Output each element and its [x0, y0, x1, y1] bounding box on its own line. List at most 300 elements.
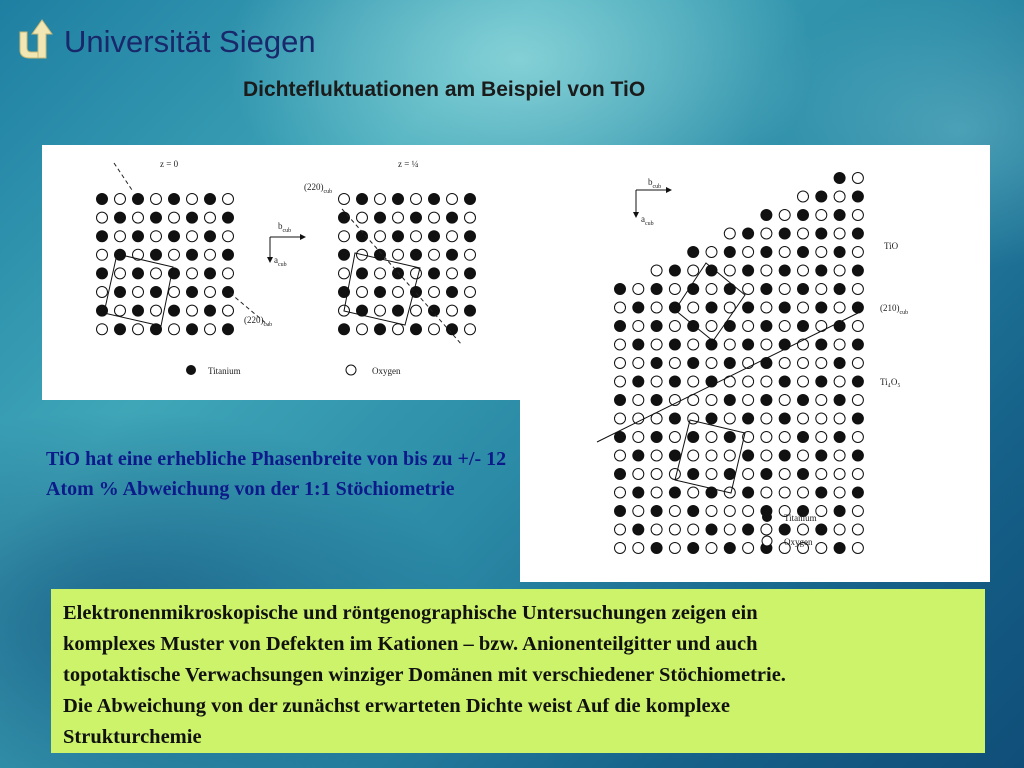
oxygen-atom [651, 524, 662, 535]
titanium-atom [633, 487, 644, 498]
label-z-quarter: z = ¼ [398, 159, 419, 169]
oxygen-atom [115, 194, 126, 205]
titanium-atom [339, 324, 350, 335]
titanium-atom [743, 302, 754, 313]
titanium-atom [187, 287, 198, 298]
oxygen-atom [615, 302, 626, 313]
titanium-atom [357, 268, 368, 279]
oxygen-atom [187, 305, 198, 316]
titanium-atom [97, 194, 108, 205]
oxygen-atom [724, 413, 735, 424]
oxygen-atom [706, 432, 717, 443]
titanium-atom [633, 302, 644, 313]
oxygen-atom [133, 212, 144, 223]
oxygen-atom [706, 450, 717, 461]
titanium-atom [115, 287, 126, 298]
oxygen-atom [852, 432, 863, 443]
titanium-atom [651, 432, 662, 443]
oxygen-atom [761, 228, 772, 239]
oxygen-atom [816, 506, 827, 517]
titanium-atom [706, 339, 717, 350]
titanium-atom [852, 191, 863, 202]
titanium-atom [393, 231, 404, 242]
oxygen-atom [169, 212, 180, 223]
oxygen-atom [779, 487, 790, 498]
oxygen-atom [724, 524, 735, 535]
titanium-atom [615, 395, 626, 406]
university-name: Universität Siegen [64, 24, 316, 59]
oxygen-atom [852, 524, 863, 535]
titanium-atom [651, 321, 662, 332]
oxygen-atom [724, 339, 735, 350]
oxygen-atom [615, 543, 626, 554]
oxygen-atom [798, 413, 809, 424]
titanium-atom [615, 432, 626, 443]
titanium-atom [669, 339, 680, 350]
titanium-atom [798, 432, 809, 443]
oxygen-atom [834, 524, 845, 535]
label-plane-bottom: $(220)_{cub}$ [244, 315, 273, 328]
oxygen-atom [357, 212, 368, 223]
titanium-atom [205, 268, 216, 279]
oxygen-atom [187, 268, 198, 279]
titanium-atom [375, 212, 386, 223]
oxygen-atom [187, 194, 198, 205]
summary-line: Die Abweichung von der zunächst erwarteten Dichte weist Auf die komplexe [63, 695, 730, 717]
oxygen-atom [465, 212, 476, 223]
slide-title: Dichtefluktuationen am Beispiel von TiO [243, 78, 646, 101]
legend-oxygen-right: Oxygen [784, 537, 813, 547]
titanium-atom [133, 231, 144, 242]
titanium-atom [743, 413, 754, 424]
oxygen-atom [411, 231, 422, 242]
titanium-atom [669, 487, 680, 498]
oxygen-atom [447, 268, 458, 279]
oxygen-atom [743, 506, 754, 517]
titanium-atom [633, 339, 644, 350]
oxygen-atom [852, 321, 863, 332]
oxygen-atom [97, 287, 108, 298]
oxygen-atom [223, 305, 234, 316]
oxygen-atom [151, 194, 162, 205]
titanium-atom [761, 358, 772, 369]
titanium-atom [411, 324, 422, 335]
titanium-atom [761, 247, 772, 258]
titanium-atom [465, 268, 476, 279]
oxygen-atom [706, 247, 717, 258]
legend-oxygen-marker [346, 365, 356, 375]
oxygen-atom [816, 543, 827, 554]
titanium-atom [187, 249, 198, 260]
oxygen-atom [834, 228, 845, 239]
oxygen-atom [724, 265, 735, 276]
oxygen-atom [375, 305, 386, 316]
oxygen-atom [816, 469, 827, 480]
titanium-atom [816, 302, 827, 313]
oxygen-atom [465, 324, 476, 335]
titanium-atom [706, 302, 717, 313]
label-z0: z = 0 [160, 159, 179, 169]
oxygen-atom [816, 321, 827, 332]
oxygen-atom [115, 231, 126, 242]
titanium-atom [375, 324, 386, 335]
titanium-atom [706, 524, 717, 535]
oxygen-atom [615, 413, 626, 424]
titanium-atom [223, 249, 234, 260]
titanium-atom [816, 450, 827, 461]
titanium-atom [651, 543, 662, 554]
oxygen-atom [779, 210, 790, 221]
oxygen-atom [633, 432, 644, 443]
oxygen-atom [816, 432, 827, 443]
oxygen-atom [724, 228, 735, 239]
phase-width-text: TiO hat eine erhebliche Phasenbreite von bis zu +/- 12 Atom % Abweichung von der 1:1 Stöchiometrie [46, 448, 507, 500]
oxygen-atom [429, 287, 440, 298]
label-b-axis-right: $b_{cub}$ [648, 177, 662, 190]
titanium-atom [633, 376, 644, 387]
titanium-atom [651, 358, 662, 369]
titanium-atom [761, 395, 772, 406]
oxygen-atom [339, 231, 350, 242]
titanium-atom [834, 358, 845, 369]
titanium-atom [669, 450, 680, 461]
titanium-atom [651, 506, 662, 517]
titanium-atom [816, 376, 827, 387]
titanium-atom [779, 376, 790, 387]
oxygen-atom [375, 194, 386, 205]
oxygen-atom [633, 413, 644, 424]
oxygen-atom [187, 231, 198, 242]
titanium-atom [834, 432, 845, 443]
titanium-atom [779, 413, 790, 424]
label-a-axis: $a_{cub}$ [274, 255, 287, 268]
titanium-atom [834, 395, 845, 406]
oxygen-atom [706, 543, 717, 554]
oxygen-atom [357, 287, 368, 298]
titanium-atom [339, 212, 350, 223]
oxygen-atom [669, 524, 680, 535]
legend-titanium: Titanium [208, 366, 241, 376]
summary-line: Elektronenmikroskopische und röntgenographische Untersuchungen zeigen ein [63, 602, 758, 624]
titanium-atom [465, 194, 476, 205]
oxygen-atom [816, 247, 827, 258]
oxygen-atom [357, 324, 368, 335]
oxygen-atom [97, 324, 108, 335]
oxygen-atom [834, 413, 845, 424]
oxygen-atom [743, 469, 754, 480]
titanium-atom [669, 413, 680, 424]
oxygen-atom [465, 249, 476, 260]
oxygen-atom [169, 287, 180, 298]
oxygen-atom [816, 413, 827, 424]
titanium-atom [779, 524, 790, 535]
titanium-atom [133, 305, 144, 316]
oxygen-atom [834, 302, 845, 313]
oxygen-atom [852, 358, 863, 369]
titanium-atom [816, 339, 827, 350]
figure-tio-layers [42, 145, 520, 400]
summary-line: komplexes Muster von Defekten im Kationen – bzw. Anionenteilgitter und auch [63, 633, 758, 655]
titanium-atom [852, 339, 863, 350]
oxygen-atom [724, 506, 735, 517]
oxygen-atom [798, 228, 809, 239]
oxygen-atom [169, 324, 180, 335]
summary-line: topotaktische Verwachsungen winziger Domänen mit verschiedener Stöchiometrie. [63, 664, 786, 686]
oxygen-atom [339, 194, 350, 205]
oxygen-atom [151, 305, 162, 316]
oxygen-atom [852, 469, 863, 480]
titanium-atom [798, 395, 809, 406]
oxygen-atom [852, 543, 863, 554]
titanium-atom [615, 321, 626, 332]
titanium-atom [743, 450, 754, 461]
titanium-atom [115, 212, 126, 223]
oxygen-atom [706, 469, 717, 480]
titanium-atom [724, 247, 735, 258]
titanium-atom [816, 487, 827, 498]
legend-titanium-marker [186, 365, 196, 375]
oxygen-atom [834, 469, 845, 480]
oxygen-atom [633, 321, 644, 332]
oxygen-atom [429, 324, 440, 335]
university-logo [16, 16, 60, 62]
titanium-atom [779, 228, 790, 239]
legend-titanium-marker-right [762, 512, 772, 522]
oxygen-atom [706, 284, 717, 295]
titanium-atom [761, 321, 772, 332]
oxygen-atom [852, 506, 863, 517]
oxygen-atom [688, 450, 699, 461]
titanium-atom [205, 194, 216, 205]
oxygen-atom [779, 321, 790, 332]
oxygen-atom [615, 339, 626, 350]
titanium-atom [205, 305, 216, 316]
titanium-atom [834, 543, 845, 554]
oxygen-atom [761, 339, 772, 350]
titanium-atom [852, 228, 863, 239]
oxygen-atom [633, 506, 644, 517]
titanium-atom [724, 543, 735, 554]
titanium-atom [724, 358, 735, 369]
titanium-atom [798, 321, 809, 332]
titanium-atom [834, 210, 845, 221]
titanium-atom [834, 247, 845, 258]
oxygen-atom [724, 450, 735, 461]
oxygen-atom [816, 395, 827, 406]
oxygen-atom [615, 487, 626, 498]
titanium-atom [834, 284, 845, 295]
oxygen-atom [688, 265, 699, 276]
label-phase-tio: TiO [884, 241, 899, 251]
titanium-atom [852, 302, 863, 313]
oxygen-atom [205, 249, 216, 260]
oxygen-atom [651, 376, 662, 387]
titanium-atom [852, 265, 863, 276]
oxygen-atom [798, 358, 809, 369]
titanium-atom [743, 524, 754, 535]
oxygen-atom [669, 432, 680, 443]
oxygen-atom [779, 247, 790, 258]
oxygen-atom [688, 524, 699, 535]
oxygen-atom [651, 487, 662, 498]
oxygen-atom [852, 247, 863, 258]
oxygen-atom [669, 506, 680, 517]
titanium-atom [447, 287, 458, 298]
oxygen-atom [798, 302, 809, 313]
oxygen-atom [761, 450, 772, 461]
titanium-atom [816, 228, 827, 239]
oxygen-atom [852, 210, 863, 221]
titanium-atom [375, 287, 386, 298]
titanium-atom [429, 268, 440, 279]
titanium-atom [816, 524, 827, 535]
oxygen-atom [633, 469, 644, 480]
titanium-atom [816, 265, 827, 276]
titanium-atom [688, 358, 699, 369]
titanium-atom [834, 173, 845, 184]
oxygen-atom [633, 395, 644, 406]
oxygen-atom [743, 395, 754, 406]
titanium-atom [834, 506, 845, 517]
titanium-atom [779, 339, 790, 350]
titanium-atom [447, 324, 458, 335]
label-phase-ti4o5: Ti₄O₅ [880, 377, 901, 387]
oxygen-atom [816, 210, 827, 221]
oxygen-atom [834, 191, 845, 202]
titanium-atom [223, 324, 234, 335]
label-a-axis-right: $a_{cub}$ [641, 214, 654, 227]
oxygen-atom [633, 284, 644, 295]
oxygen-atom [205, 212, 216, 223]
oxygen-atom [97, 249, 108, 260]
titanium-atom [187, 212, 198, 223]
oxygen-atom [669, 321, 680, 332]
oxygen-atom [669, 543, 680, 554]
oxygen-atom [798, 191, 809, 202]
oxygen-atom [223, 231, 234, 242]
titanium-atom [465, 231, 476, 242]
oxygen-atom [688, 376, 699, 387]
legend-oxygen-marker-right [762, 536, 772, 546]
titanium-atom [852, 487, 863, 498]
oxygen-atom [852, 395, 863, 406]
titanium-atom [169, 231, 180, 242]
oxygen-atom [133, 287, 144, 298]
titanium-atom [223, 212, 234, 223]
oxygen-atom [724, 376, 735, 387]
titanium-atom [169, 268, 180, 279]
oxygen-atom [223, 194, 234, 205]
titanium-atom [724, 469, 735, 480]
oxygen-atom [205, 287, 216, 298]
titanium-atom [393, 268, 404, 279]
label-b-axis: $b_{cub}$ [278, 221, 292, 234]
titanium-atom [779, 450, 790, 461]
titanium-atom [816, 191, 827, 202]
titanium-atom [798, 284, 809, 295]
oxygen-atom [429, 212, 440, 223]
oxygen-atom [852, 173, 863, 184]
titanium-atom [852, 450, 863, 461]
titanium-atom [429, 194, 440, 205]
titanium-atom [615, 284, 626, 295]
titanium-atom [205, 231, 216, 242]
titanium-atom [688, 247, 699, 258]
oxygen-atom [393, 324, 404, 335]
oxygen-atom [706, 321, 717, 332]
titanium-atom [761, 284, 772, 295]
oxygen-atom [798, 487, 809, 498]
oxygen-atom [834, 339, 845, 350]
titanium-atom [615, 506, 626, 517]
oxygen-atom [761, 413, 772, 424]
titanium-atom [615, 469, 626, 480]
titanium-atom [97, 231, 108, 242]
oxygen-atom [779, 395, 790, 406]
titanium-atom [651, 284, 662, 295]
oxygen-atom [834, 376, 845, 387]
oxygen-atom [706, 395, 717, 406]
oxygen-atom [834, 450, 845, 461]
titanium-atom [669, 265, 680, 276]
label-plane-top: $(220)_{cub}$ [304, 182, 333, 195]
oxygen-atom [447, 305, 458, 316]
oxygen-atom [133, 324, 144, 335]
oxygen-atom [743, 284, 754, 295]
oxygen-atom [816, 358, 827, 369]
titanium-atom [151, 212, 162, 223]
oxygen-atom [633, 358, 644, 369]
oxygen-atom [669, 358, 680, 369]
oxygen-atom [447, 231, 458, 242]
titanium-atom [151, 287, 162, 298]
titanium-atom [393, 194, 404, 205]
oxygen-atom [393, 249, 404, 260]
titanium-atom [223, 287, 234, 298]
titanium-atom [669, 376, 680, 387]
label-plane-210: $(210)_{cub}$ [880, 303, 909, 316]
oxygen-atom [761, 302, 772, 313]
oxygen-atom [798, 376, 809, 387]
titanium-atom [169, 194, 180, 205]
oxygen-atom [779, 284, 790, 295]
titanium-atom [852, 413, 863, 424]
oxygen-atom [375, 268, 386, 279]
oxygen-atom [761, 524, 772, 535]
oxygen-atom [651, 302, 662, 313]
oxygen-atom [779, 469, 790, 480]
oxygen-atom [223, 268, 234, 279]
titanium-atom [429, 231, 440, 242]
titanium-atom [743, 228, 754, 239]
oxygen-atom [615, 450, 626, 461]
legend-titanium-right: Titanium [784, 513, 817, 523]
oxygen-atom [669, 469, 680, 480]
oxygen-atom [205, 324, 216, 335]
titanium-atom [743, 339, 754, 350]
oxygen-atom [743, 247, 754, 258]
oxygen-atom [393, 287, 404, 298]
titanium-atom [706, 413, 717, 424]
oxygen-atom [115, 305, 126, 316]
titanium-atom [688, 432, 699, 443]
titanium-atom [651, 395, 662, 406]
oxygen-atom [743, 321, 754, 332]
summary-line: Strukturchemie [63, 726, 202, 748]
titanium-atom [187, 324, 198, 335]
titanium-atom [133, 268, 144, 279]
titanium-atom [724, 432, 735, 443]
